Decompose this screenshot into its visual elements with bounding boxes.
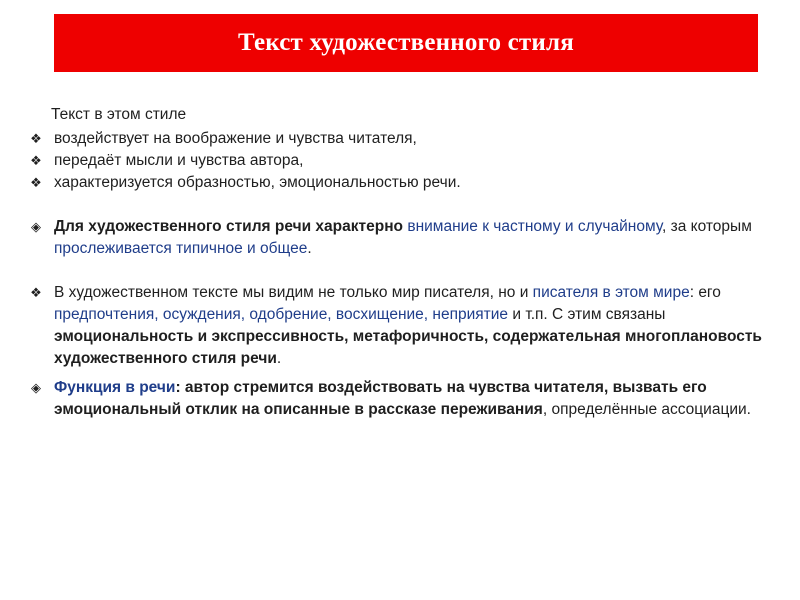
para1-bold: Для художественного стиля речи характерно <box>54 218 404 235</box>
paragraph-world <box>28 282 780 370</box>
para2-text-3: и т.п. С этим связаны <box>512 306 666 323</box>
diamond-bullet-icon: ❖ <box>30 131 42 146</box>
para1-middle: , за которым <box>662 218 752 235</box>
diamond-bullet-icon: ❖ <box>30 153 42 168</box>
intro-text: Текст в этом стиле <box>51 106 187 123</box>
slide-title: Текст художественного стиля <box>238 29 574 56</box>
bullet-item <box>28 172 780 194</box>
bullet-text: воздействует на воображение и чувства читателя, <box>54 130 417 147</box>
para2-text-2: : его <box>689 284 721 301</box>
para2-highlight-2: предпочтения, осуждения, одобрение, восхищение, неприятие <box>54 306 509 323</box>
diamond-bullet-icon: ❖ <box>30 285 42 300</box>
para1-end: . <box>307 240 312 257</box>
para1-highlight-1: внимание к частному и случайному <box>407 218 662 235</box>
diamond-bullet-icon: ❖ <box>30 175 42 190</box>
paragraph-function <box>28 377 780 421</box>
para3-rest: , определённые ассоциации. <box>542 401 751 418</box>
para2-bold: эмоциональность и экспрессивность, метафоричность, содержательная многоплановость художественного стиля речи <box>54 328 762 367</box>
open-diamond-bullet-icon: ◈ <box>31 380 41 395</box>
open-diamond-bullet-icon: ◈ <box>31 219 41 234</box>
para2-highlight-1: писателя в этом мире <box>532 284 690 301</box>
para2-text-1: В художественном тексте мы видим не только мир писателя, но и <box>54 284 529 301</box>
para3-bold: : автор стремится воздействовать на чувства читателя, вызвать его эмоциональный отклик на описанные в рассказе переживания <box>54 379 707 418</box>
para3-lead: Функция в речи <box>54 379 176 396</box>
bullet-item <box>28 150 780 172</box>
para1-highlight-2: прослеживается типичное и общее <box>54 240 308 257</box>
bullet-text: характеризуется образностью, эмоциональностью речи. <box>54 174 461 191</box>
bullet-text: передаёт мысли и чувства автора, <box>54 152 304 169</box>
para2-end: . <box>276 350 282 367</box>
bullet-item <box>28 128 780 150</box>
title-banner <box>54 14 758 72</box>
slide-content <box>28 104 780 421</box>
paragraph-characteristic <box>28 216 780 260</box>
